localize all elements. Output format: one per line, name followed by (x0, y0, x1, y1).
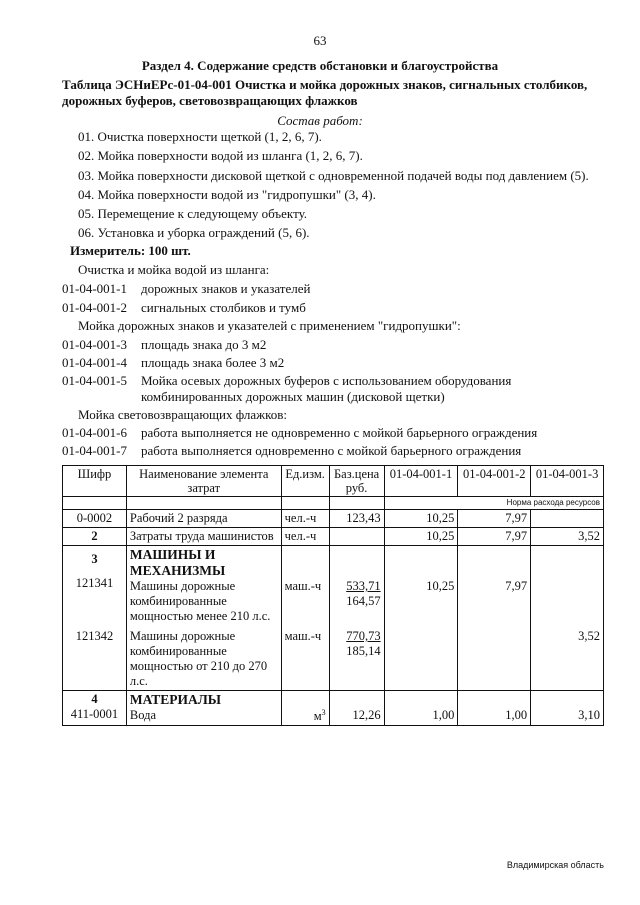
header-col-2: 01-04-001-2 (458, 466, 531, 497)
row-value-2: 1,00 (458, 691, 531, 726)
work-item: 04. Мойка поверхности водой из "гидропушки" (3, 4). (78, 187, 376, 202)
row-name: МАШИНЫ И МЕХАНИЗМЫ (129, 547, 226, 578)
row-value-1: 1,00 (384, 691, 458, 726)
table-row (63, 691, 604, 726)
row-price: 185,14 (346, 644, 381, 658)
row-price: 12,26 (329, 691, 384, 726)
table-title: Таблица ЭСНиЕРс-01-04-001 Очистка и мойка дорожных знаков, сигнальных столбиков, дорожных буферов, световозвращающих флажков (62, 77, 588, 108)
group-title: Мойка дорожных знаков и указателей с применением "гидропушки": (78, 318, 461, 333)
measure-unit: Измеритель: 100 шт. (70, 243, 191, 258)
row-code: 411-0001 (70, 707, 119, 721)
group-item-text: Мойка осевых дорожных буферов с использованием оборудования (141, 373, 512, 388)
group-item-code: 01-04-001-6 (62, 425, 127, 440)
row-code: 3 (91, 552, 98, 566)
group-title: Мойка световозвращающих флажков: (78, 407, 287, 422)
row-name: Машины дорожные комбинированные мощностью от 210 до 270 л.с. (126, 625, 281, 691)
row-price: 164,57 (346, 594, 381, 608)
group-item-code: 01-04-001-5 (62, 373, 127, 388)
group-item-text-continued: комбинированных дорожных машин (дисковой щетки) (141, 389, 445, 404)
table-row (63, 510, 604, 528)
table-row (63, 546, 604, 626)
row-value-2: 7,97 (458, 510, 531, 528)
row-name: Машины дорожные комбинированные мощностью менее 210 л.с. (129, 579, 271, 623)
row-code: 121342 (63, 625, 127, 691)
row-unit: чел.-ч (281, 528, 329, 546)
row-code: 4 (91, 692, 98, 706)
work-item: 03. Мойка поверхности дисковой щеткой с одновременной подачей воды под давлением (5). (78, 168, 589, 183)
row-code: 0-0002 (63, 510, 127, 528)
header-code: Шифр (63, 466, 127, 497)
header-col-3: 01-04-001-3 (531, 466, 604, 497)
footer-region: Владимирская область (506, 860, 604, 870)
row-value-3 (531, 546, 604, 626)
group-item-code: 01-04-001-2 (62, 300, 127, 315)
row-value-3: 3,52 (531, 625, 604, 691)
header-unit: Ед.изм. (281, 466, 329, 497)
row-code: 121341 (75, 576, 114, 590)
norm-label: Норма расхода ресурсов (384, 497, 603, 510)
group-item-code: 01-04-001-1 (62, 281, 127, 296)
row-code: 2 (63, 528, 127, 546)
header-col-1: 01-04-001-1 (384, 466, 458, 497)
work-item: 02. Мойка поверхности водой из шланга (1, 2, 6, 7). (78, 148, 363, 163)
row-unit-sup: 3 (321, 708, 326, 717)
row-name: Затраты труда машинистов (126, 528, 281, 546)
group-item-code: 01-04-001-7 (62, 443, 127, 458)
work-item: 05. Перемещение к следующему объекту. (78, 206, 308, 221)
page-number: 63 (313, 33, 327, 48)
norm-label-row (63, 497, 604, 510)
group-item-text: сигнальных столбиков и тумб (141, 300, 306, 315)
header-name: Наименование элемента затрат (126, 466, 281, 497)
row-price (329, 528, 384, 546)
group-item-text: площадь знака до 3 м2 (141, 337, 267, 352)
header-price: Баз.цена руб. (329, 466, 384, 497)
row-value-1: 10,25 (384, 546, 458, 626)
row-value-3: 3,10 (531, 691, 604, 726)
group-item-text: площадь знака более 3 м2 (141, 355, 285, 370)
table-header-row (63, 466, 604, 497)
group-title: Очистка и мойка водой из шланга: (78, 262, 270, 277)
row-price: 770,73 (346, 629, 381, 643)
section-title: Раздел 4. Содержание средств обстановки и благоустройства (141, 58, 499, 73)
row-value-3: 3,52 (531, 528, 604, 546)
row-value-3 (531, 510, 604, 528)
row-value-1: 10,25 (384, 510, 458, 528)
group-item-code: 01-04-001-3 (62, 337, 127, 352)
row-unit: чел.-ч (281, 510, 329, 528)
row-value-1: 10,25 (384, 528, 458, 546)
row-unit: маш.-ч (281, 546, 329, 626)
row-price: 123,43 (329, 510, 384, 528)
row-unit: м (313, 709, 322, 724)
group-item-text: дорожных знаков и указателей (141, 281, 311, 296)
row-value-2 (458, 625, 531, 691)
row-name: МАТЕРИАЛЫ (129, 692, 222, 707)
resource-table (62, 465, 604, 726)
row-name: Вода (129, 708, 157, 722)
group-item-text: работа выполняется не одновременно с мойкой барьерного ограждения (141, 425, 538, 440)
row-value-2: 7,97 (458, 528, 531, 546)
work-heading: Состав работ: (277, 113, 363, 128)
group-item-text: работа выполняется одновременно с мойкой барьерного ограждения (141, 443, 522, 458)
table-row (63, 528, 604, 546)
row-unit: маш.-ч (281, 625, 329, 691)
table-row (63, 625, 604, 691)
row-price: 533,71 (346, 579, 381, 593)
row-name: Рабочий 2 разряда (126, 510, 281, 528)
row-value-1 (384, 625, 458, 691)
row-value-2: 7,97 (458, 546, 531, 626)
group-item-code: 01-04-001-4 (62, 355, 127, 370)
work-item: 01. Очистка поверхности щеткой (1, 2, 6, 7). (78, 129, 322, 144)
work-item: 06. Установка и уборка ограждений (5, 6). (78, 225, 310, 240)
